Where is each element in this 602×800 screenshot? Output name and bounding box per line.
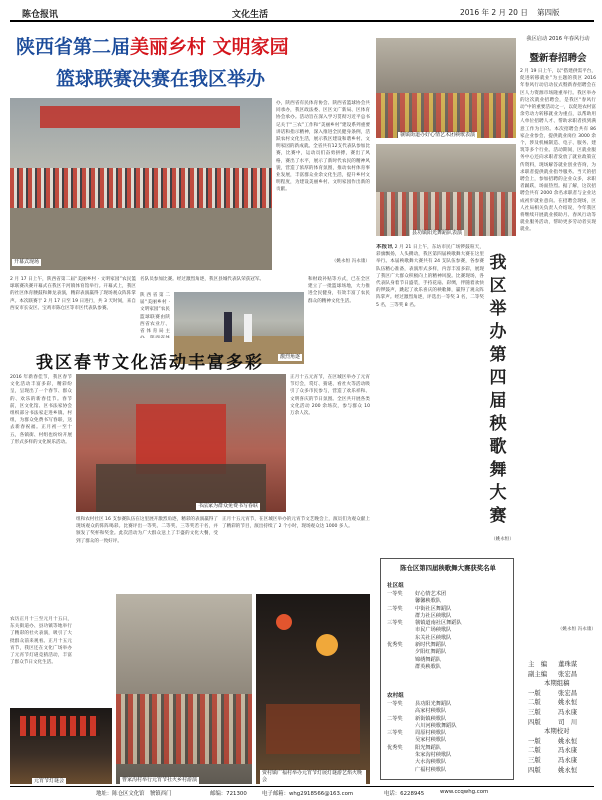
staff-role: 二版 <box>528 746 541 755</box>
page-footer <box>0 786 602 800</box>
award-team: 广福村秧歌队 <box>415 766 447 773</box>
staff-person: 姚永恒 <box>558 736 578 745</box>
staff-row <box>528 746 598 756</box>
staff-person: 董珠谋 <box>558 660 578 668</box>
footer-email: 电子邮箱：whg2918566@163.com <box>262 791 354 797</box>
award-team: 高家村秧歌队 <box>415 708 447 715</box>
calligraphy-photo <box>76 374 286 512</box>
lantern-show-caption: 贾村镇广福村举办元宵节灯展灯谜游艺焰火晚会 <box>260 770 366 784</box>
footer-phone: 电话：6228945 <box>384 791 425 797</box>
lantern-riddle-photo <box>10 708 112 784</box>
staff-person: 冯永康 <box>558 707 578 716</box>
culture-col1: 2016 年新春佳节，我区春节文化活动丰富多彩，精彩纷呈，呈现出了一个春节、群众的、欢乐的新春佳节。春节前，区文化馆、区书法家协会组织部分书法家走进乡镇、村组，为群众免费书写春联，送去新春祝福。正月初一至十五，各镇街、村组也纷纷开展了形式多样的文化娱乐活动。 <box>10 375 72 445</box>
award-list-title: 陈仓区第四届秧歌舞大赛获奖名单 <box>400 564 496 572</box>
yangge-lead: 本报讯 <box>376 244 393 250</box>
award-rural-list <box>387 701 513 774</box>
award-team: 新时代舞蹈队 <box>415 642 447 649</box>
award-rank <box>387 635 415 642</box>
footer-rule <box>10 786 594 787</box>
basketball-caption: 激烈角逐 <box>279 354 300 360</box>
award-community-list <box>387 591 513 671</box>
staff-role: 一版 <box>528 736 541 745</box>
staff-person: 冯永康 <box>558 746 578 755</box>
award-team: 新街镇秧歌队 <box>415 715 447 722</box>
recruit-byline: （姚永恒 冯永康） <box>557 627 596 632</box>
award-rank: 三等奖 <box>387 620 403 627</box>
main-byline: （姚永恒 冯永康） <box>331 259 370 264</box>
award-rank <box>387 657 415 664</box>
staff-role: 副主编 <box>528 669 548 678</box>
culture-col4: 组和农村社区 16 支参赛队伍在这里展开激烈角逐，精彩的表演赢得了现场观众的阵阵喝彩。比赛评出一等奖、二等奖、三等奖若干名，并颁发了奖杯和奖金。此次活动为广大群众送上了丰盛的文化大餐，受到了群众的一致好评。 <box>76 517 218 544</box>
staff-row <box>528 727 598 737</box>
award-community-header: 社区组 <box>387 583 404 589</box>
lantern-show-photo <box>256 594 370 784</box>
culture-title: 我区春节文化活动丰富多彩 <box>36 353 264 373</box>
award-row <box>387 657 513 664</box>
yangge-article <box>376 240 516 548</box>
award-rural-header: 农村组 <box>387 693 404 699</box>
award-row <box>387 701 513 708</box>
award-team: 周原村秧歌队 <box>415 730 447 737</box>
award-row <box>387 752 513 759</box>
award-team: 东关社区秧歌队 <box>415 634 452 641</box>
staff-role: 主 编 <box>528 660 548 668</box>
staff-row <box>528 756 598 766</box>
award-row <box>387 649 513 656</box>
award-row <box>387 767 513 774</box>
staff-person: 冯永康 <box>558 755 578 764</box>
issue-date: 2016 年 2 月 20 日 <box>460 8 528 17</box>
award-team: 虢镇道南社区舞蹈队 <box>415 620 462 627</box>
staff-row <box>528 679 598 689</box>
main-article <box>10 26 370 360</box>
award-team: 市民广场秧歌队 <box>415 627 452 634</box>
award-rank: 三等奖 <box>387 730 403 737</box>
award-row <box>387 606 513 613</box>
award-row <box>387 642 513 649</box>
recruit-title-big: 暨新春招聘会 <box>529 53 587 64</box>
award-team: 好心情艺术团 <box>415 591 447 597</box>
award-rank <box>387 759 415 766</box>
award-rank: 一等奖 <box>387 701 403 707</box>
yangge-vertical-title: 我区举办第四届秧歌舞大赛 <box>489 253 507 526</box>
opening-ceremony-photo <box>10 98 272 270</box>
section-name: 文化生活 <box>232 10 269 20</box>
award-team: 六川河秧歌舞蹈队 <box>415 722 457 729</box>
page-number: 第四版 <box>537 8 560 17</box>
award-row <box>387 759 513 766</box>
main-title-line2: 篮球联赛决赛在我区举办 <box>56 68 266 90</box>
lantern-riddle-caption: 元宵节灯谜会 <box>34 778 65 784</box>
staff-role: 一版 <box>528 688 541 697</box>
award-team: 县功阳光舞蹈队 <box>415 701 452 707</box>
award-rank <box>387 598 415 605</box>
staff-role: 二版 <box>528 698 541 707</box>
staff-person: 本期校对 <box>544 727 570 736</box>
award-rank <box>387 708 415 715</box>
award-row <box>387 664 513 671</box>
calligraphy-caption: 书法家为群众免费书写春联 <box>198 503 259 509</box>
main-title-part-b: 美丽乡村 文明家园 <box>130 36 289 58</box>
award-rank <box>387 627 415 634</box>
paper-name: 陈仓报讯 <box>22 10 59 20</box>
staff-box <box>528 660 598 786</box>
main-title-line1 <box>16 32 289 59</box>
staff-row <box>528 718 598 728</box>
award-rank: 优秀奖 <box>387 642 403 649</box>
yangge-body-text: 2 月 21 日上午，东坊市民广场锣鼓喧天，彩旗飘扬，人头攒动，我区第四届秧歌舞大赛在这里举行。本届秧歌舞大赛共有 24 支队伍参赛，各参赛队伍精心准备，表演形式多样，内容丰富多彩，展现了我区广大群众积极向上的精神风貌。比赛现场，各代表队身着节日盛装，手持花扇、彩绸，伴随着欢快的锣鼓声，跳起了欢乐喜庆的秧歌舞，赢得了观众阵阵掌声。经过激烈角逐，评选出一等奖 3 名，二等奖 5 名，三等奖 8 名。 <box>376 245 484 308</box>
award-rank: 二等奖 <box>387 605 403 612</box>
recruit-article <box>520 36 596 646</box>
award-rank <box>387 737 415 744</box>
award-team: 吴家村秧歌队 <box>415 737 447 744</box>
footer-website: www.ccqwhg.com <box>440 789 489 795</box>
award-rank <box>387 767 415 774</box>
staff-person: 姚永恒 <box>558 765 578 774</box>
staff-role: 四版 <box>528 765 541 774</box>
recruit-title-small: 我区启动 2016 年春风行动 <box>526 36 590 42</box>
award-team: 馨馨秧歌队 <box>415 598 441 605</box>
staff-role: 四版 <box>528 717 541 726</box>
award-row <box>387 716 513 723</box>
recruit-body: 2 月 19 日上午，以“搭建供需平台，促进转移就业”为主题的我区 2016 年春风行动启动仪式暨新春招聘会在区人力资源市场隆重举行。我区举办的这次就业招聘会，是我区“春风行动”中的重要活动之一，以促进农村富余劳动力转移就业为重点，以帮助用人单位招聘人才、帮助求职者找到满意工作为目的。本次招聘会共有 86 家企业参会，提供就业岗位 3000 余个，涉及机械制造、电子、服务、建筑等多个行业。活动期间，区就业服务中心还向求职者发放了就业政策宣传资料，现场解答就业创业咨询，为求职者提供就业指导服务。当天的招聘会上，参加招聘的企业众多，求职者踊跃，场面热烈。据了解，这次招聘会共有 2000 余名求职者与企业达成初步就业意向。在招聘会现场，区人社局相关负责人介绍说，今年我区将继续开展就业援助月、春风行动等就业服务活动，帮助更多劳动者实现就业。 <box>520 69 596 233</box>
award-rank <box>387 664 415 671</box>
award-row <box>387 723 513 730</box>
shehuo-caption: 曹家沟村举行元宵节社火乡村游演 <box>122 777 198 783</box>
award-team: 夕阳红舞蹈队 <box>415 649 447 656</box>
award-row <box>387 591 513 598</box>
staff-row <box>528 689 598 699</box>
staff-person: 张宏昌 <box>558 669 578 678</box>
culture-col5: 正月十五元宵节，在区城区举办的元宵节文艺晚会上，演员们为观众献上了精彩的节目，演出持续了 2 个小时，现场观众达 1000 多人。 <box>222 517 370 530</box>
main-body-right: 办，陕西省有民体育协会、陕西省篮球协会共同承办，我区政法委、区区文广新局、区体育协会承办。活动旨在深入学习贯彻习近平总书记关于“三农”工作和“美丽乡村”建设系列重要讲话和指示精神，深入推进全民健身条例，活跃农村文化生活，展示我区建设和谐乡村、文明家园的新成就。全省共有12支代表队参加比赛，比赛中，运动员们奋勇拼搏，赛出了风格，赛出了水平，展示了新时代农民的精神风貌，营造了浓厚的体育氛围，推动农村体育事业发展，丰富群众业余文化生活，提升乡村文明程度，为建设美丽乡村、文明家园作出新的贡献。 <box>276 101 370 193</box>
yangge-body <box>376 244 484 536</box>
award-row <box>387 627 513 634</box>
main-title-part-a: 陕西省第二届 <box>16 36 131 58</box>
award-team: 阳光舞蹈队 <box>415 744 441 751</box>
award-rank: 二等奖 <box>387 715 403 722</box>
award-row <box>387 635 513 642</box>
culture-col3: 正月十五元宵节，在区城区举办了元宵节灯会，赏灯、猜谜、看社火等活动吸引了众多市民参与，营造了欢乐祥和、文明喜庆的节日氛围。全区共开展各类文化活动 200 余场次，参与群众 10 万余人次。 <box>290 375 370 417</box>
award-team: 群力社区秧歌队 <box>415 612 452 619</box>
main-body-mid3: 和财政补贴等方式，已在全区建立了一批篮球场地，大力推进全民健身，有效丰富了农民群众的精神文化生活。 <box>308 277 370 304</box>
award-row <box>387 745 513 752</box>
award-rank: 优秀奖 <box>387 744 403 751</box>
award-row <box>387 730 513 737</box>
staff-person: 本期组稿 <box>544 679 570 688</box>
staff-row <box>528 737 598 747</box>
main-body-left: 2 月 17 日上午，陕西省第二届“美丽乡村 · 文明家园”农民篮球联赛决赛开幕式在我区千河镇体育馆举行。开幕式上，我区的社区体育腰鼓和舞龙表演，精彩表演赢得了现场观众阵阵掌声。本次联赛于 2 月 17 日至 19 日进行，共 3 天时间，来自西安市长安区、宝鸡市陈仓区等市区代表队参赛。 <box>10 277 136 311</box>
staff-row <box>528 660 598 670</box>
footer-address: 地址：陈仓区文化馆 虢镇西门 <box>96 791 172 797</box>
yangge-photo-top <box>376 38 516 138</box>
page-header <box>0 0 602 22</box>
main-body-mid: 名队员参加比赛。经过激烈角逐，我区县城代表队荣获冠军。 <box>140 277 265 282</box>
award-row <box>387 598 513 605</box>
staff-person: 张宏昌 <box>558 688 578 697</box>
award-team: 群英秧歌队 <box>415 663 441 670</box>
award-rank <box>387 649 415 656</box>
staff-row <box>528 698 598 708</box>
yangge-photo-bottom-caption: 县功镇阳光舞蹈队表演 <box>412 230 463 236</box>
award-row <box>387 737 513 744</box>
award-row <box>387 708 513 715</box>
opening-ceremony-caption: 开幕式现场 <box>14 259 40 265</box>
yangge-photo-bottom <box>376 144 516 236</box>
staff-row <box>528 670 598 680</box>
staff-person: 司 川 <box>558 717 578 726</box>
culture-article <box>10 344 370 784</box>
staff-role: 三版 <box>528 707 541 716</box>
yangge-byline: （姚永恒） <box>491 537 514 542</box>
header-rule <box>10 20 594 22</box>
award-list-box <box>380 558 514 780</box>
footer-postcode: 邮编：721300 <box>210 791 247 797</box>
award-team: 大水沟秧歌队 <box>415 759 447 766</box>
yangge-photo-top-caption: 虢镇街道办好心情艺术团秧歌表演 <box>400 132 476 138</box>
award-team: 朱家沟村秧歌队 <box>415 752 452 759</box>
staff-person: 姚永恒 <box>558 698 578 707</box>
award-team: 锦绣舞蹈队 <box>415 656 441 663</box>
culture-col2: 农历正月十三至元月十五日，东关街道办、县功镇等地举行了精彩的社火表演，吸引了大批群众前来观看。正月十五元宵节，我区还在文化广场举办了元宵节灯谜竞猜活动，丰富了群众节日文化生活。 <box>10 617 72 666</box>
award-rank: 一等奖 <box>387 591 403 597</box>
staff-row <box>528 708 598 718</box>
award-team: 中街社区舞蹈队 <box>415 605 452 612</box>
staff-row <box>528 766 598 776</box>
staff-role: 三版 <box>528 755 541 764</box>
shehuo-photo <box>116 594 252 784</box>
award-rank <box>387 752 415 759</box>
main-body-mid2: 陕西省第二届“美丽乡村 · 文明家园”农民篮球联赛由陕西省农业厅、省体育局主 <box>140 293 170 335</box>
